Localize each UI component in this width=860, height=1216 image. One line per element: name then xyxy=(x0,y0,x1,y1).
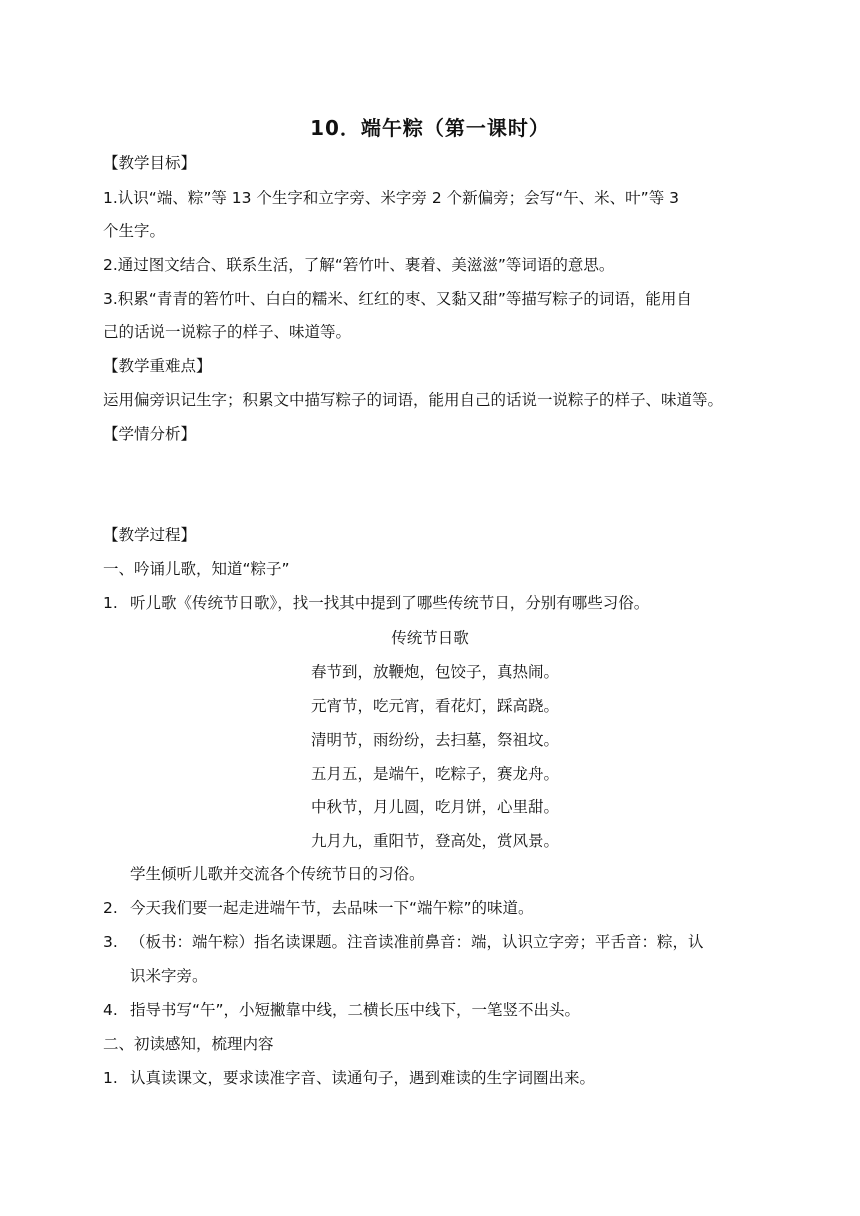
goal-1-line-1: 1.认识“端、粽”等 13 个生字和立字旁、米字旁 2 个新偏旁；会写“午、米、叶”等 3 xyxy=(103,189,679,207)
poem-line: 五月五，是端午，吃粽子，赛龙舟。 xyxy=(311,765,560,783)
s1-item-4-number: 4. xyxy=(103,1001,118,1019)
poem-title: 传统节日歌 xyxy=(391,629,469,647)
s1-item-2 xyxy=(103,897,783,919)
s1-item-3-continued: 识米字旁。 xyxy=(130,967,208,985)
s1-item-3 xyxy=(103,931,783,953)
analysis-heading: 【学情分析】 xyxy=(103,425,197,443)
goal-3-line-1: 3.积累“青青的箬竹叶、白白的糯米、红红的枣、又黏又甜”等描写粽子的词语，能用自 xyxy=(103,290,692,308)
s2-item-1 xyxy=(103,1067,783,1089)
goal-3-line-2: 己的话说一说粽子的样子、味道等。 xyxy=(103,323,352,341)
s2-item-1-text: 认真读课文，要求读准字音、读通句子，遇到难读的生字词圈出来。 xyxy=(130,1069,596,1087)
process-heading: 【教学过程】 xyxy=(103,526,197,544)
poem-line: 元宵节，吃元宵，看花灯，踩高跷。 xyxy=(311,697,560,715)
section-1-heading: 一、吟诵儿歌，知道“粽子” xyxy=(103,560,290,578)
s1-item-1 xyxy=(103,592,783,614)
poem-line: 清明节，雨纷纷，去扫墓，祭祖坟。 xyxy=(311,731,560,749)
s1-item-3-text: （板书：端午粽）指名读课题。注音读准前鼻音：端，认识立字旁；平舌音：粽，认 xyxy=(130,933,704,951)
s1-item-1-number: 1. xyxy=(103,594,118,612)
goal-2: 2.通过图文结合、联系生活，了解“箬竹叶、裹着、美滋滋”等词语的意思。 xyxy=(103,256,615,274)
poem-line: 中秋节，月儿圆，吃月饼，心里甜。 xyxy=(311,798,560,816)
s2-item-1-number: 1. xyxy=(103,1069,118,1087)
s1-item-4 xyxy=(103,999,783,1021)
section-2-heading: 二、初读感知，梳理内容 xyxy=(103,1035,274,1053)
goals-heading: 【教学目标】 xyxy=(103,154,197,172)
goal-1-line-2: 个生字。 xyxy=(103,222,166,240)
s1-after-poem: 学生倾听儿歌并交流各个传统节日的习俗。 xyxy=(130,865,425,883)
poem-line: 九月九，重阳节，登高处，赏风景。 xyxy=(311,832,560,850)
lesson-title: 10．端午粽（第一课时） xyxy=(310,116,550,140)
poem-line: 春节到，放鞭炮，包饺子，真热闹。 xyxy=(311,663,560,681)
s1-item-2-number: 2. xyxy=(103,899,118,917)
s1-item-1-text: 听儿歌《传统节日歌》，找一找其中提到了哪些传统节日，分别有哪些习俗。 xyxy=(130,594,650,612)
difficulty-text: 运用偏旁识记生字；积累文中描写粽子的词语，能用自己的话说一说粽子的样子、味道等。 xyxy=(103,391,724,409)
s1-item-4-text: 指导书写“午”，小短撇靠中线，二横长压中线下，一笔竖不出头。 xyxy=(130,1001,581,1019)
s1-item-2-text: 今天我们要一起走进端午节，去品味一下“端午粽”的味道。 xyxy=(130,899,534,917)
difficulty-heading: 【教学重难点】 xyxy=(103,357,212,375)
s1-item-3-number: 3. xyxy=(103,933,118,951)
